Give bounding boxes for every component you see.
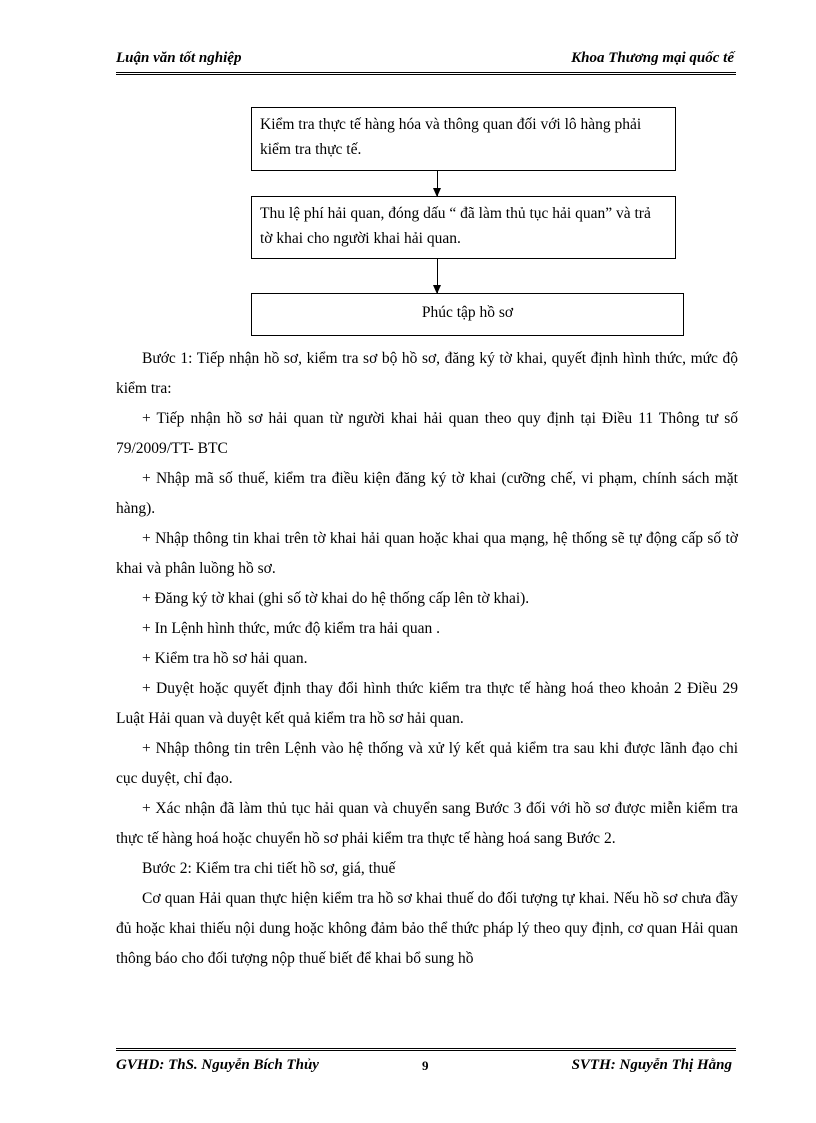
paragraph: + Nhập thông tin trên Lệnh vào hệ thống và xử lý kết quả kiểm tra sau khi được lãnh đạo chi cục duyệt, chỉ đạo. [116, 740, 738, 787]
footer-student: SVTH: Nguyễn Thị Hằng [571, 1057, 732, 1073]
paragraph: Cơ quan Hải quan thực hiện kiểm tra hồ sơ khai thuế do đối tượng tự khai. Nếu hồ sơ chưa đầy đủ hoặc khai thiếu nội dung hoặc không đảm bảo thể thức pháp lý theo quy định, cơ quan Hải quan thông báo cho đối tượng nộp thuế biết để khai bổ sung hồ [116, 890, 738, 967]
footer-supervisor: GVHD: ThS. Nguyễn Bích Thủy [116, 1057, 319, 1073]
flowchart-box-inspection: Kiểm tra thực tế hàng hóa và thông quan đối với lô hàng phải kiểm tra thực tế. [251, 107, 676, 171]
paragraph: + Xác nhận đã làm thủ tục hải quan và chuyển sang Bước 3 đối với hồ sơ được miễn kiểm tra thực tế hàng hoá hoặc chuyển hồ sơ phải kiểm tra thực tế hàng hoá sang Bước 2. [116, 800, 738, 847]
paragraph: + Kiểm tra hồ sơ hải quan. [142, 650, 308, 667]
flowchart-arrow-down-icon [437, 171, 438, 196]
paragraph: + Nhập thông tin khai trên tờ khai hải quan hoặc khai qua mạng, hệ thống sẽ tự động cấp số tờ khai và phân luồng hồ sơ. [116, 530, 738, 577]
paragraph: Bước 1: Tiếp nhận hồ sơ, kiểm tra sơ bộ hồ sơ, đăng ký tờ khai, quyết định hình thức, mức độ kiểm tra: [116, 350, 738, 397]
header-thesis-title: Luận văn tốt nghiệp [116, 50, 242, 66]
header-faculty: Khoa Thương mại quốc tế [571, 50, 734, 66]
body-text [116, 344, 738, 974]
paragraph: + Tiếp nhận hồ sơ hải quan từ người khai hải quan theo quy định tại Điều 11 Thông tư số 79/2009/TT- BTC [116, 410, 738, 457]
page-footer [116, 1048, 736, 1087]
flowchart-box-fee-collection: Thu lệ phí hải quan, đóng dấu “ đã làm thủ tục hải quan” và trả tờ khai cho người khai hải quan. [251, 196, 676, 259]
page-number: 9 [422, 1058, 429, 1073]
paragraph: Bước 2: Kiểm tra chi tiết hồ sơ, giá, thuế [142, 860, 396, 877]
flowchart-arrow-down-icon [437, 259, 438, 293]
page-header [116, 48, 736, 75]
flowchart-box-review: Phúc tập hồ sơ [251, 293, 684, 336]
paragraph: + Nhập mã số thuế, kiểm tra điều kiện đăng ký tờ khai (cưỡng chế, vi phạm, chính sách mặt hàng). [116, 470, 738, 517]
paragraph: + In Lệnh hình thức, mức độ kiểm tra hải quan . [142, 620, 441, 637]
paragraph: + Duyệt hoặc quyết định thay đổi hình thức kiểm tra thực tế hàng hoá theo khoản 2 Điều 29 Luật Hải quan và duyệt kết quả kiểm tra hồ sơ hải quan. [116, 680, 738, 727]
paragraph: + Đăng ký tờ khai (ghi số tờ khai do hệ thống cấp lên tờ khai). [142, 590, 530, 607]
